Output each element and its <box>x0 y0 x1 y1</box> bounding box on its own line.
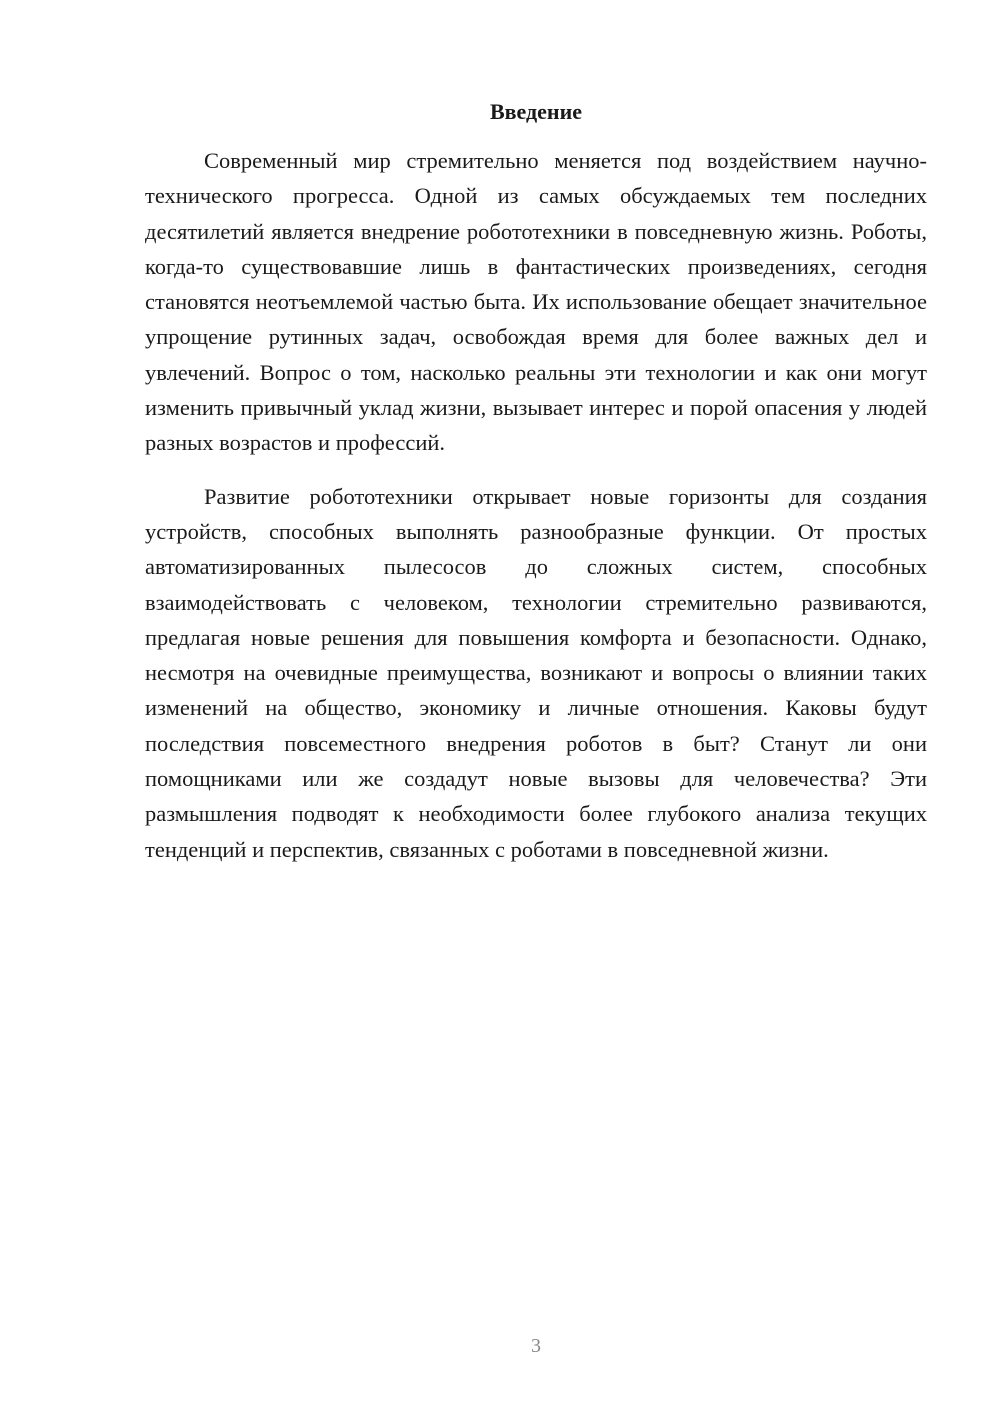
page-title: Введение <box>489 99 583 124</box>
paragraph-1: Современный мир стремительно меняется под воздействием научно-технического прогресса. Одной из самых обсуждаемых тем последних десятилетий является внедрение робототехники в повседневную жизнь. Роботы, когда-то существовавшие лишь в фантастических произведениях, сегодня становятся неотъемлемой частью быта. Их использование обещает значительное упрощение рутинных задач, освобождая время для более важных дел и увлечений. Вопрос о том, насколько реальны эти технологии и как они могут изменить привычный уклад жизни, вызывает интерес и порой опасения у людей разных возрастов и профессий. <box>145 148 927 456</box>
body-text <box>145 143 927 867</box>
page-number: 3 <box>531 1335 541 1357</box>
paragraph-2: Развитие робототехники открывает новые горизонты для создания устройств, способных выполнять разнообразные функции. От простых автоматизированных пылесосов до сложных систем, способных взаимодействовать с человеком, технологии стремительно развиваются, предлагая новые решения для повышения комфорта и безопасности. Однако, несмотря на очевидные преимущества, возникают и вопросы о влиянии таких изменений на общество, экономику и личные отношения. Каковы будут последствия повсеместного внедрения роботов в быт? Станут ли они помощниками или же создадут новые вызовы для человечества? Эти размышления подводят к необходимости более глубокого анализа текущих тенденций и перспектив, связанных с роботами в повседневной жизни. <box>145 483 927 862</box>
